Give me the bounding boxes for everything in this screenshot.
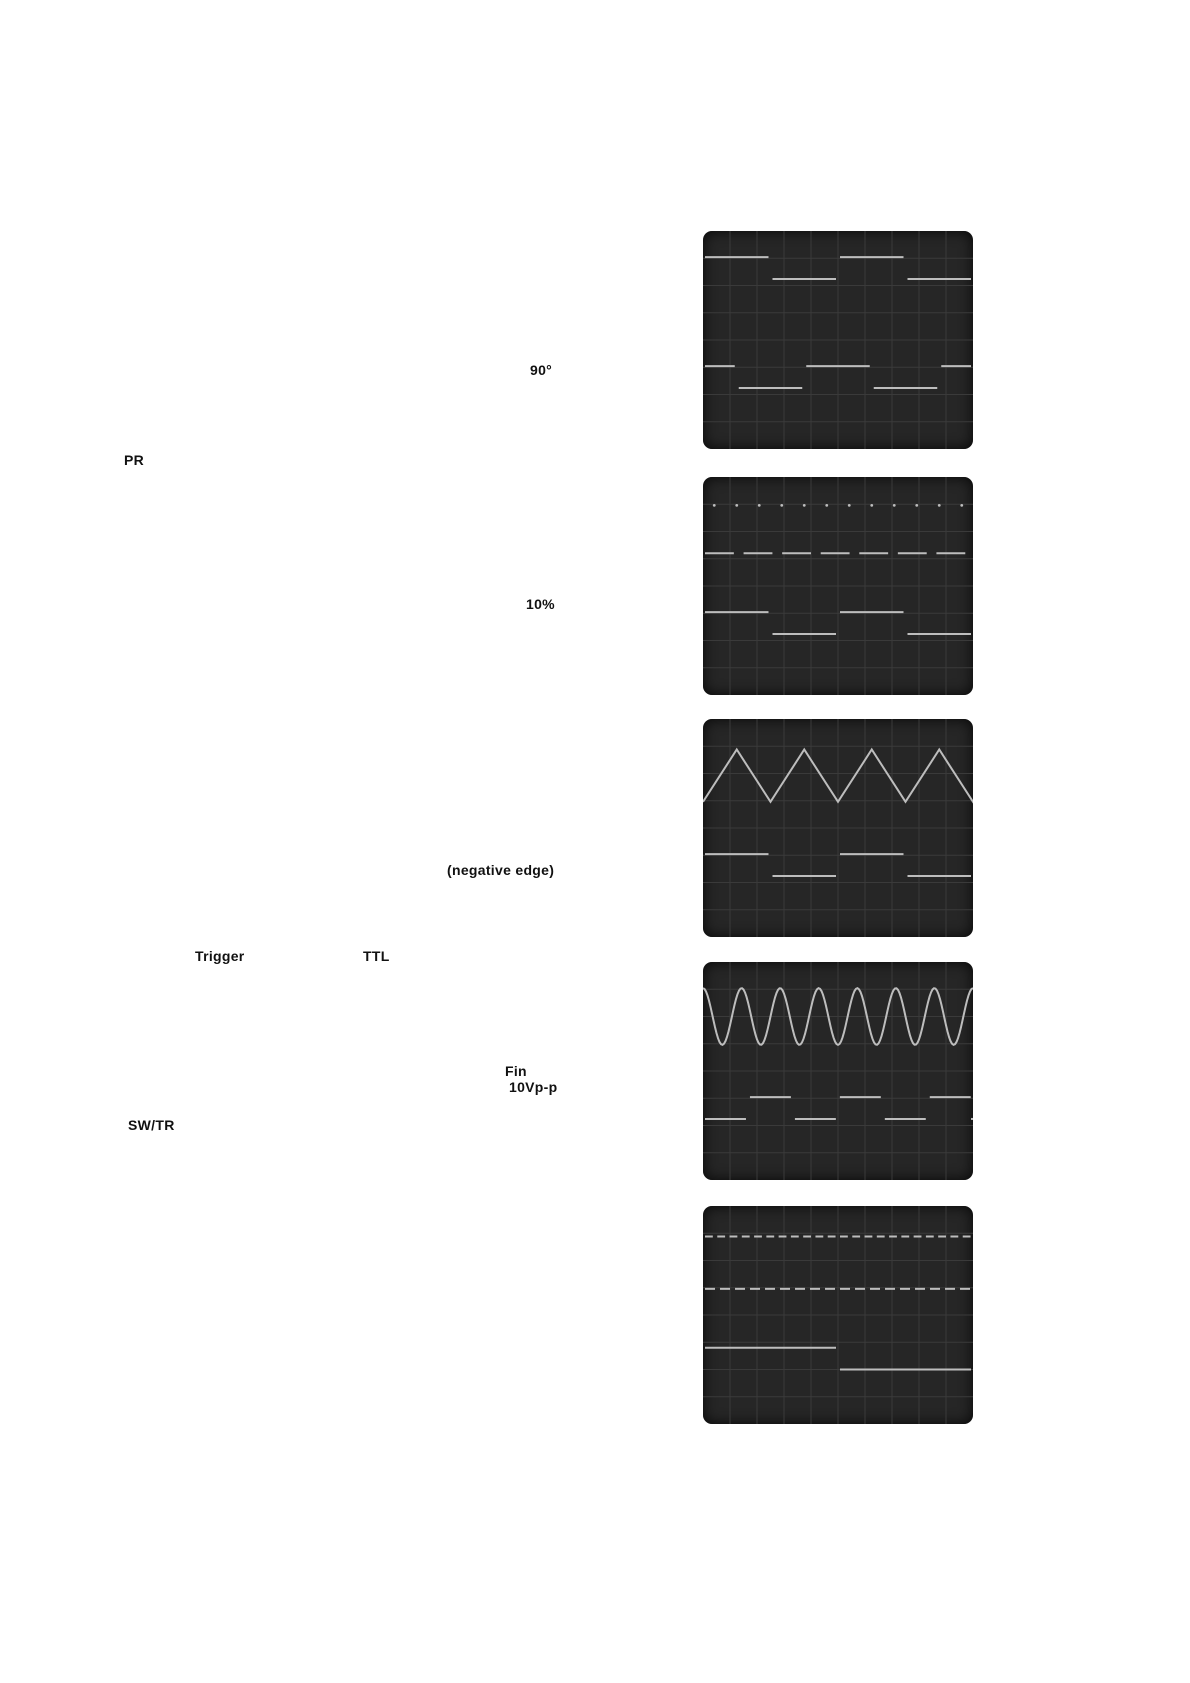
graticule <box>703 719 973 937</box>
pulse-dot <box>713 504 716 507</box>
label-phase-90: 90° <box>530 362 553 378</box>
pulse-dot <box>735 504 738 507</box>
scope-display-4 <box>703 962 973 1180</box>
oscilloscope-screen-5 <box>703 1206 973 1424</box>
pulse-dot <box>893 504 896 507</box>
pulse-dot <box>780 504 783 507</box>
pulse-dot <box>915 504 918 507</box>
pulse-dot <box>825 504 828 507</box>
scope-display-1 <box>703 231 973 449</box>
graticule <box>703 962 973 1180</box>
oscilloscope-screen-3 <box>703 719 973 937</box>
oscilloscope-screen-4 <box>703 962 973 1180</box>
pulse-dot <box>938 504 941 507</box>
graticule <box>703 477 973 695</box>
scope-display-2 <box>703 477 973 695</box>
oscilloscope-screen-1 <box>703 231 973 449</box>
label-ttl: TTL <box>363 948 390 964</box>
label-pr: PR <box>124 452 145 468</box>
label-negative-edge: (negative edge) <box>447 862 555 878</box>
pulse-dot <box>758 504 761 507</box>
label-vpp: 10Vp-p <box>509 1079 558 1095</box>
graticule <box>703 231 973 449</box>
label-trigger: Trigger <box>195 948 245 964</box>
pulse-dot <box>848 504 851 507</box>
label-fin: Fin <box>505 1063 527 1079</box>
graticule <box>703 1206 973 1424</box>
pulse-dot <box>960 504 963 507</box>
scope-display-3 <box>703 719 973 937</box>
pulse-dot <box>803 504 806 507</box>
label-sw-tr: SW/TR <box>128 1117 175 1133</box>
oscilloscope-screen-2 <box>703 477 973 695</box>
label-ten-percent: 10% <box>526 596 555 612</box>
pulse-dot <box>870 504 873 507</box>
scope-display-5 <box>703 1206 973 1424</box>
